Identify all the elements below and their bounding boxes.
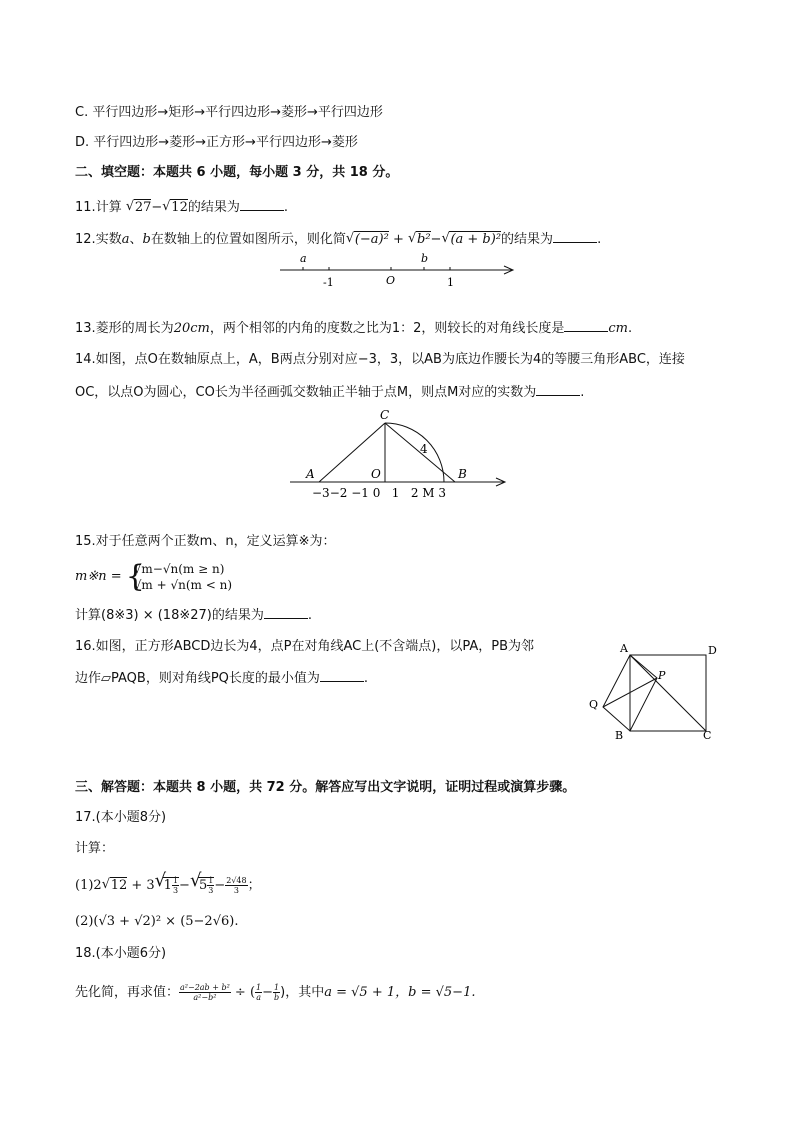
option-d: D. 平行四边形→菱形→正方形→平行四边形→菱形: [75, 135, 358, 150]
q18-frac-1b: $\frac{1}{b}$: [274, 983, 280, 1002]
q17-p1-end: ；: [247, 878, 261, 893]
question-11: 11.计算 √ 27− √ 12的结果为 .: [75, 197, 288, 218]
q16-end: .: [363, 671, 369, 686]
q14-fig-c: C: [380, 408, 390, 422]
option-c: C. 平行四边形→矩形→平行四边形→菱形→平行四边形: [75, 105, 383, 120]
q12-sep: 、: [129, 232, 143, 247]
q16-fig-q: Q: [589, 698, 599, 711]
q17-p1-minus2: −: [214, 878, 226, 893]
q13-unit: cm: [608, 321, 628, 336]
q12-mid: 在数轴上的位置如图所示，则化简: [150, 232, 346, 247]
q12-sqrt-1: √ (−a)²: [345, 231, 389, 247]
q18-a-value: a = √5 + 1，: [324, 985, 409, 1000]
q17-p1-fraction: $\frac{2√48}{3}$: [226, 876, 247, 895]
q15-end: .: [307, 608, 312, 623]
q17-p1-sqrt-12: √ 12: [101, 877, 128, 893]
q17-p1-plus3: + 3: [127, 878, 155, 893]
q11-sqrt-12: √ 12: [162, 199, 188, 215]
q14-fig-a: A: [306, 467, 315, 481]
question-15-definition: [75, 560, 232, 594]
q14-answer-blank[interactable]: [536, 382, 580, 396]
question-17-header: 17.(本小题8分): [75, 810, 167, 825]
q12-answer-blank[interactable]: [553, 229, 597, 243]
q16-line2: 边作▱PAQB，则对角线PQ长度的最小值为: [75, 671, 320, 686]
q18-div: ÷ (: [230, 985, 256, 1000]
q16-square-figure: [584, 638, 724, 746]
q12-number: 12.: [75, 232, 96, 247]
question-12: 12.实数a、b在数轴上的位置如图所示，则化简 √ (−a)² + √ b²− √ (a + b)²的结果为 .: [75, 229, 601, 250]
question-18-body: [75, 981, 475, 1005]
q18-close: )，其中: [280, 985, 325, 1000]
q12-number-line-figure: [276, 252, 521, 292]
q11-post: 的结果为: [187, 200, 240, 215]
q15-lhs: m※n =: [75, 569, 122, 584]
q11-pre: 计算: [95, 200, 122, 215]
q12-sqrt-2: √ b²: [408, 231, 431, 247]
q12-end: .: [597, 232, 602, 247]
q15-cases: { √m−√n(m ≥ n) √m + √n(m < n): [125, 558, 233, 594]
question-14-line-1: 14.如图，点O在数轴原点上，A，B两点分别对应−3，3，以AB为底边作腰长为4的等腰三角形ABC，连接: [75, 352, 685, 367]
q12-sqrt-3: √ (a + b)²: [441, 231, 502, 247]
q16-fig-p: P: [658, 669, 666, 682]
q15-case-2: √m + √n(m < n): [133, 577, 233, 592]
question-17-part-2: (2)(√3 + √2)² × (5−2√6).: [75, 914, 239, 929]
question-18-header: 18.(本小题6分): [75, 946, 167, 961]
q14-fig-b: B: [458, 467, 467, 481]
q18-b-value: b = √5−1.: [408, 985, 476, 1000]
q17-p1-sqrt-mixed-1: √ 1 $\frac{1}{3}$: [154, 870, 179, 895]
q12-plus: +: [388, 232, 408, 247]
q12-fig-minus-one: -1: [323, 276, 334, 289]
q12-fig-origin: O: [386, 274, 396, 287]
q18-minus: −: [262, 985, 274, 1000]
question-14-line-2: [75, 382, 584, 403]
q12-pre: 实数: [95, 232, 122, 247]
question-15-calc: [75, 605, 312, 626]
q14-end: .: [580, 385, 585, 400]
q11-sqrt-27: √ 27: [125, 199, 152, 215]
q14-line2: OC，以点O为圆心，CO长为半径画弧交数轴正半轴于点M，则点M对应的实数为: [75, 385, 537, 400]
q12-fig-one: 1: [447, 276, 454, 289]
q14-fig-o: O: [371, 467, 381, 481]
q14-fig-ticks: −3−2 −1 0 1 2 M 3: [312, 486, 447, 500]
q13-mid: ，两个相邻的内角的度数之比为1：2，则较长的对角线长度是: [209, 321, 565, 336]
q13-end: .: [628, 321, 633, 336]
question-17-part-1: [75, 870, 261, 898]
q12-var-a: a: [121, 232, 130, 247]
question-16-line-2: [75, 668, 368, 689]
q15-case-1: √m−√n(m ≥ n): [133, 561, 225, 576]
question-16-line-1: 16.如图，正方形ABCD边长为4，点P在对角线AC上(不含端点)，以PA，PB为邻: [75, 639, 534, 654]
q11-end: .: [283, 200, 288, 215]
section-3-title: 三、解答题：本题共 8 小题，共 72 分。解答应写出文字说明，证明过程或演算步骤。: [75, 780, 576, 795]
q15-calc-text: 计算(8※3) × (18※27)的结果为: [75, 608, 264, 623]
q18-main-fraction: $\frac{\text{a²−2ab + b²}}{\text{a²−b²}}$: [180, 983, 230, 1002]
q17-p1-minus: −: [179, 878, 190, 893]
q13-answer-blank[interactable]: [564, 318, 608, 332]
q13-perimeter: 20cm: [173, 321, 210, 336]
q16-answer-blank[interactable]: [320, 668, 364, 682]
q18-pre: 先化简，再求值：: [75, 985, 180, 1000]
section-2-title: 二、填空题：本题共 6 小题，每小题 3 分，共 18 分。: [75, 165, 399, 180]
q11-number: 11.: [75, 200, 96, 215]
q17-p1-sqrt-mixed-2: √ 5 $\frac{1}{3}$: [189, 870, 214, 895]
q12-post: 的结果为: [501, 232, 554, 247]
q12-fig-a: a: [300, 252, 307, 265]
q14-triangle-figure: [282, 406, 512, 501]
q16-fig-d: D: [708, 644, 717, 657]
q13-text: 13.菱形的周长为: [75, 321, 174, 336]
q16-fig-b: B: [615, 729, 624, 742]
q11-answer-blank[interactable]: [240, 197, 284, 211]
q16-fig-c: C: [703, 729, 712, 742]
q18-frac-1a: $\frac{1}{a}$: [256, 983, 262, 1002]
q14-fig-side-4: 4: [420, 442, 428, 456]
question-15-line-1: 15.对于任意两个正数m、n，定义运算※为：: [75, 534, 336, 549]
q15-answer-blank[interactable]: [264, 605, 308, 619]
q12-var-b: b: [142, 232, 151, 247]
q17-p1-pre: (1)2: [75, 878, 102, 893]
q16-fig-a: A: [620, 642, 628, 655]
question-13: [75, 318, 632, 339]
q12-fig-b: b: [421, 252, 429, 265]
question-17-calc: 计算：: [75, 841, 115, 856]
